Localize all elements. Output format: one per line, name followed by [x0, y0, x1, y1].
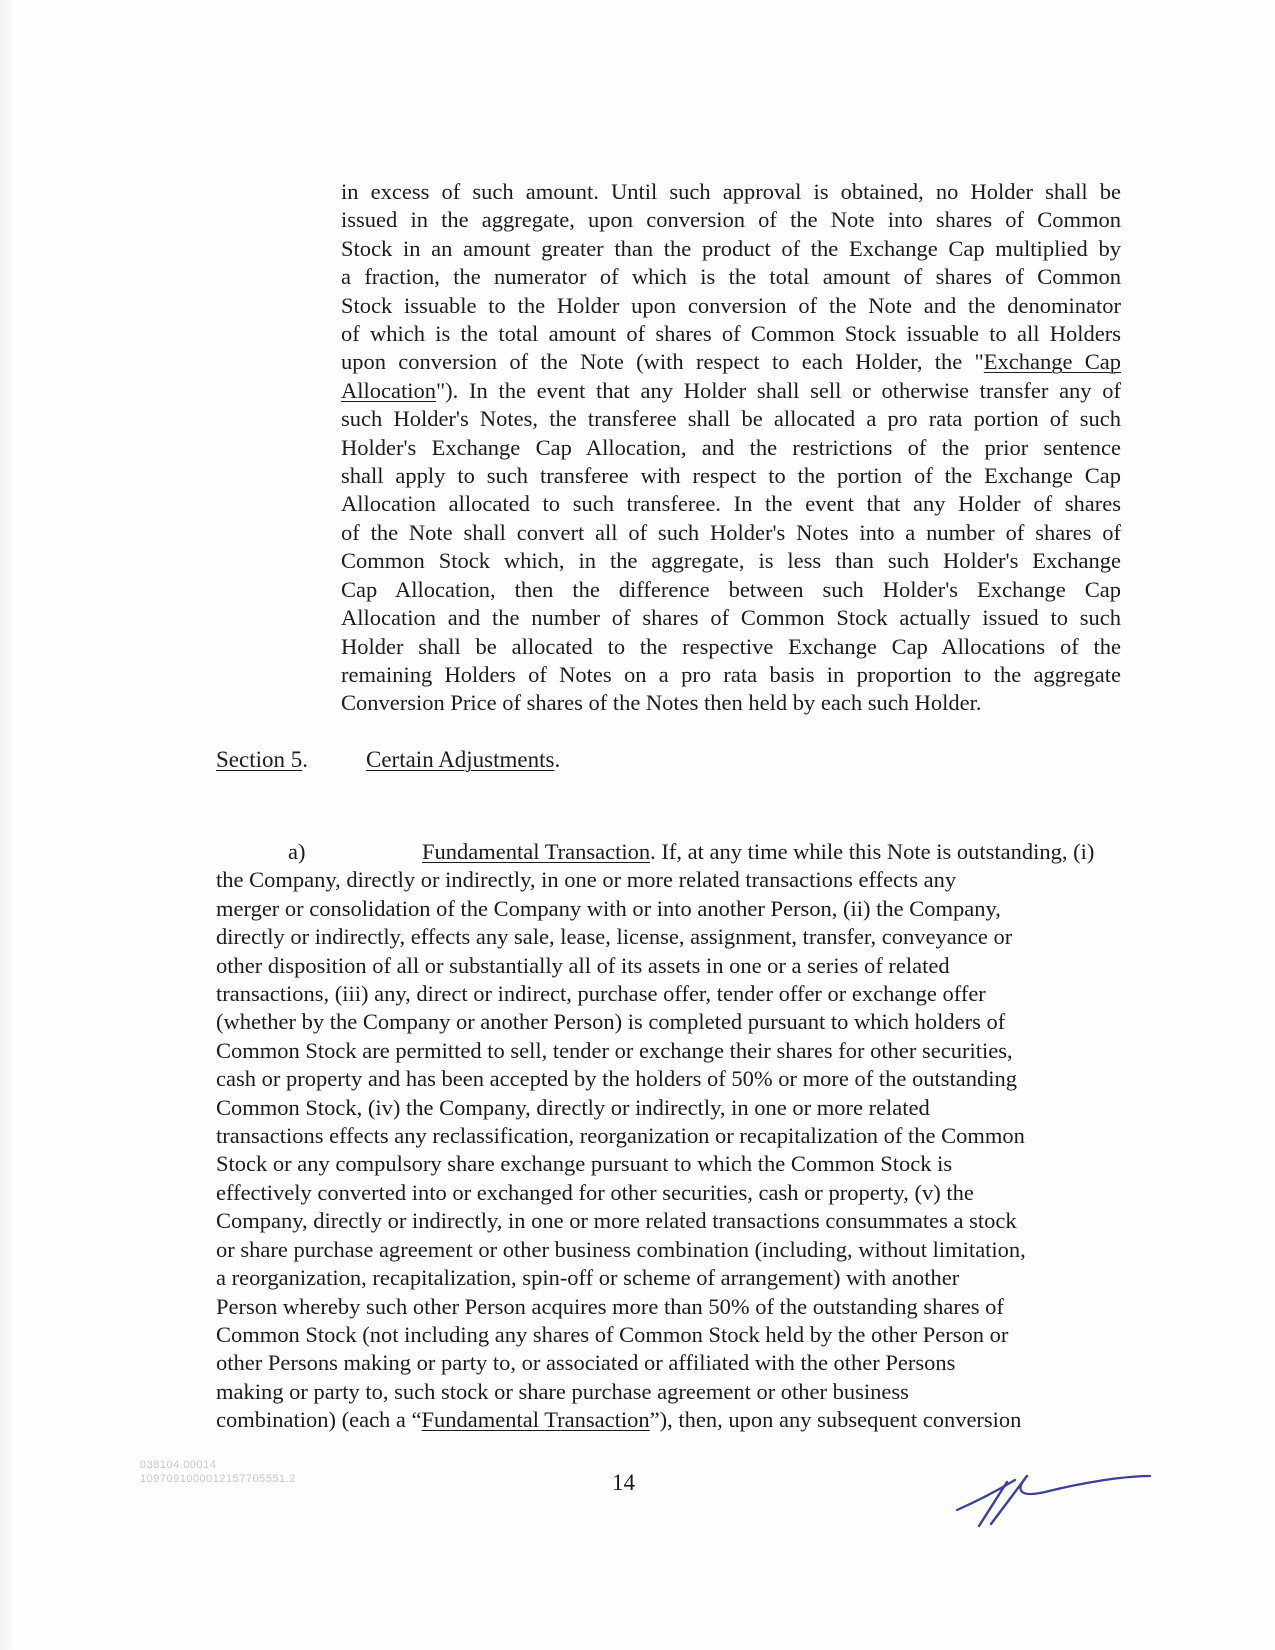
paragraph-line: merger or consolidation of the Company with or into another Person, (ii) the Company, — [216, 895, 1001, 921]
defined-term-exchange-cap-allocation: Exchange Cap — [983, 349, 1121, 375]
line-text: . If, at any time while this Note is outstanding, (i) — [650, 839, 1095, 864]
paragraph-line: other disposition of all or substantially all of its assets in one or a series of related — [216, 952, 950, 978]
paragraph-line: Company, directly or indirectly, in one or more related transactions consummates a stock — [216, 1208, 1017, 1234]
paragraph-line: issued in the aggregate, upon conversion of the Note into shares of Common — [341, 207, 1121, 233]
paragraph-line: a fraction, the numerator of which is the total amount of shares of Common — [341, 264, 1121, 290]
paragraph-line: the Company, directly or indirectly, in one or more related transactions effects any — [216, 867, 957, 893]
paragraph-line: directly or indirectly, effects any sale, lease, license, assignment, transfer, conveyance or — [216, 924, 1013, 950]
paragraph-line: (whether by the Company or another Person) is completed pursuant to which holders of — [216, 1009, 1006, 1035]
paragraph-line: other Persons making or party to, or associated or affiliated with the other Persons — [216, 1350, 956, 1376]
paragraph-line: or share purchase agreement or other business combination (including, without limitation, — [216, 1236, 1026, 1262]
footer-id-line: 038104.00014 — [140, 1459, 217, 1471]
paragraph-line: transactions effects any reclassification, reorganization or recapitalization of the Common — [216, 1123, 1025, 1149]
paragraph-line: effectively converted into or exchanged for other securities, cash or property, (v) the — [216, 1179, 974, 1205]
paragraph-line — [341, 348, 1121, 376]
footer-id-line: 1097091000012157705551.2 — [140, 1473, 296, 1485]
paragraph-line: Stock or any compulsory share exchange pursuant to which the Common Stock is — [216, 1151, 953, 1177]
paragraph-line: Stock issuable to the Holder upon conversion of the Note and the denominator — [341, 292, 1121, 318]
subsection-lead-line — [216, 838, 1121, 866]
line-text: "). In the event that any Holder shall sell or otherwise transfer any of — [435, 377, 1121, 403]
signature-stroke — [1021, 1476, 1150, 1494]
line-text: upon conversion of the Note (with respect to each Holder, the " — [341, 349, 984, 375]
paragraph-line: Holder shall be allocated to the respective Exchange Cap Allocations of the — [341, 633, 1121, 659]
section-title-punct: . — [554, 747, 561, 772]
paragraph-line: Allocation and the number of shares of Common Stock actually issued to such — [341, 605, 1121, 631]
section-number-text: Section 5 — [216, 747, 303, 772]
paragraph-line: such Holder's Notes, the transferee shall be allocated a pro rata portion of such — [341, 406, 1121, 432]
subsection-a-paragraph — [216, 838, 1121, 1435]
subsection-label: a) — [288, 839, 306, 864]
paragraph-line: Common Stock, (iv) the Company, directly or indirectly, in one or more related — [216, 1094, 930, 1120]
paragraph-line: Common Stock which, in the aggregate, is less than such Holder's Exchange — [341, 548, 1121, 574]
section-number-punct: . — [302, 747, 308, 772]
page-number: 14 — [612, 1470, 635, 1495]
line-text: combination) (each a “ — [216, 1407, 422, 1433]
paragraph-line: Stock in an amount greater than the product of the Exchange Cap multiplied by — [341, 235, 1121, 261]
section-number — [216, 747, 308, 773]
subsection-heading: Fundamental Transaction — [422, 839, 651, 864]
defined-term-fundamental-transaction: Fundamental Transaction — [421, 1407, 650, 1433]
paragraph-line: Holder's Exchange Cap Allocation, and the restrictions of the prior sentence — [341, 434, 1121, 460]
scan-edge-shadow — [0, 0, 14, 1650]
paragraph-line: a reorganization, recapitalization, spin-off or scheme of arrangement) with another — [216, 1265, 960, 1291]
line-text: ”), then, upon any subsequent conversion — [649, 1407, 1022, 1433]
section-title — [366, 747, 560, 773]
paragraph-line: transactions, (iii) any, direct or indirect, purchase offer, tender offer or exchange offer — [216, 981, 986, 1007]
paragraph-line: Common Stock are permitted to sell, tender or exchange their shares for other securities, — [216, 1037, 1013, 1063]
paragraph-line: Cap Allocation, then the difference between such Holder's Exchange Cap — [341, 576, 1121, 602]
paragraph-line: shall apply to such transferee with respect to the portion of the Exchange Cap — [341, 463, 1121, 489]
paragraph-line: Allocation allocated to such transferee. In the event that any Holder of shares — [341, 491, 1121, 517]
paragraph-line: of the Note shall convert all of such Holder's Notes into a number of shares of — [341, 519, 1121, 545]
paragraph-line: Common Stock (not including any shares of Common Stock held by the other Person or — [216, 1321, 1009, 1347]
continuation-paragraph — [341, 178, 1121, 718]
footer-document-id — [140, 1458, 296, 1486]
signature-initials-icon — [955, 1462, 1175, 1537]
defined-term-exchange-cap-allocation: Allocation — [341, 377, 436, 403]
paragraph-line: of which is the total amount of shares of Common Stock issuable to all Holders — [341, 321, 1121, 347]
paragraph-line — [341, 377, 1121, 405]
paragraph-line: Person whereby such other Person acquires more than 50% of the outstanding shares of — [216, 1293, 1004, 1319]
section-title-text: Certain Adjustments — [366, 747, 555, 772]
paragraph-line: Conversion Price of shares of the Notes then held by each such Holder. — [341, 690, 982, 716]
paragraph-line: in excess of such amount. Until such approval is obtained, no Holder shall be — [341, 179, 1121, 204]
paragraph-line: making or party to, such stock or share purchase agreement or other business — [216, 1378, 909, 1404]
paragraph-line: cash or property and has been accepted by the holders of 50% or more of the outstanding — [216, 1066, 1017, 1092]
paragraph-line — [216, 1406, 1121, 1434]
paragraph-line: remaining Holders of Notes on a pro rata basis in proportion to the aggregate — [341, 661, 1121, 687]
